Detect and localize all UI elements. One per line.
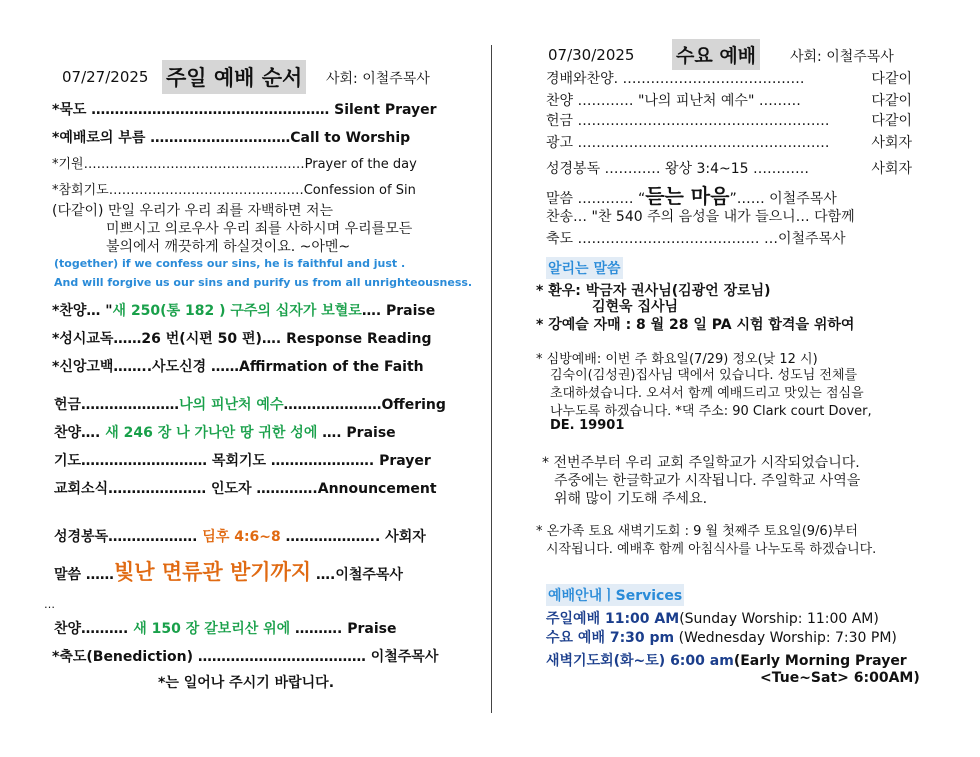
order-item-responsive-reading: *성시교독……26 번(시편 50 편)…. Response Reading xyxy=(52,331,432,347)
order-item-prayer: 기도……………………… 목회기도 …………………. Prayer xyxy=(54,453,431,469)
order-item-offering: 헌금…………………나의 피난처 예수…………………Offering xyxy=(54,397,446,413)
column-divider xyxy=(491,45,492,713)
standing-note: *는 일어나 주시기 바랍니다. xyxy=(158,675,335,691)
order-item-hymn-2: 찬양…. 새 246 장 나 가나안 땅 귀한 성에 …. Praise xyxy=(54,425,396,441)
announce-line: 위해 많이 기도해 주세요. xyxy=(554,491,708,507)
wed-item-hymn: 찬양 ………… "나의 피난처 예수" ……… 다같이 xyxy=(546,93,912,109)
wed-item-benediction: 축도 ………………………………… …이철주목사 xyxy=(546,231,846,247)
order-item-prayer-of-day: *기원……………………………………………Prayer of the day xyxy=(52,157,417,172)
order-item-confession: *참회기도………………………………………Confession of Sin xyxy=(52,183,416,198)
announce-line: 김숙이(김성권)집사님 댁에서 있습니다. 성도님 전체를 xyxy=(550,368,858,383)
service-dawn-days: <Tue~Sat> 6:00AM) xyxy=(760,670,920,686)
order-item-scripture: 성경봉독………………. 딤후 4:6~8 ……………….. 사회자 xyxy=(54,529,426,545)
confession-line-3: 불의에서 깨끗하게 하실것이요. ~아멘~ xyxy=(106,239,351,255)
announce-line: * 온가족 토요 새벽기도회 : 9 월 첫째주 토요일(9/6)부터 xyxy=(536,524,858,539)
order-item-call-to-worship: *예배로의 부름 …………………………Call to Worship xyxy=(52,130,411,146)
order-item-benediction: *축도(Benediction) ……………………………… 이철주목사 xyxy=(52,649,439,665)
announcements-title: 알리는 말씀 xyxy=(546,257,623,279)
service-wednesday: 수요 예배 7:30 pm (Wednesday Worship: 7:30 PM) xyxy=(546,630,897,646)
wednesday-title: 수요 예배 xyxy=(672,39,760,70)
order-item-creed: *신앙고백……..사도신경 ……Affirmation of the Faith xyxy=(52,359,424,375)
confession-line-1: (다같이) 만일 우리가 우리 죄를 자백하면 저는 xyxy=(52,203,334,219)
service-dawn: 새벽기도회(화~토) 6:00 am(Early Morning Prayer xyxy=(546,653,907,669)
wed-item-sermon: 말씀 ………… “듣는 마음”…… 이철주목사 xyxy=(546,184,837,208)
announce-line: 초대하셨습니다. 오셔서 함께 예배드리고 맛있는 점심을 xyxy=(550,386,864,401)
announce-line: * 심방예배: 이번 주 화요일(7/29) 정오(낮 12 시) xyxy=(536,352,818,367)
wed-item-offering: 헌금 ……………………………………………… 다같이 xyxy=(546,113,912,129)
wed-item-scripture: 성경봉독 ………… 왕상 3:4~15 ………… 사회자 xyxy=(546,161,912,177)
announce-line: DE. 19901 xyxy=(550,418,625,433)
sunday-title: 주일 예배 순서 xyxy=(162,60,306,94)
confession-line-2: 미쁘시고 의로우사 우리 죄를 사하시며 우리를모든 xyxy=(106,221,413,237)
wed-item-worship: 경배와찬양. ………………………………… 다같이 xyxy=(546,71,912,87)
announce-line: 시작됩니다. 예배후 함께 아침식사를 나누도록 하겠습니다. xyxy=(546,542,877,557)
services-title: 예배안내ㅣServices xyxy=(546,584,684,606)
order-item-announcement: 교회소식………………… 인도자 ………….Announcement xyxy=(54,481,437,497)
sunday-leader: 사회: 이철주목사 xyxy=(326,71,430,87)
announce-line: * 전번주부터 우리 교회 주일학교가 시작되었습니다. xyxy=(542,455,860,471)
announce-line: * 강예슬 자매 : 8 월 28 일 PA 시험 합격을 위하여 xyxy=(536,317,855,333)
announce-line: * 환우: 박금자 권사님(김광언 장로님) xyxy=(536,283,771,299)
announce-line: 나누도록 하겠습니다. *댁 주소: 90 Clark court Dover, xyxy=(550,404,872,419)
announce-line: 주중에는 한글학교가 시작됩니다. 주일학교 사역을 xyxy=(554,473,861,489)
announce-line: 김현욱 집사님 xyxy=(592,299,679,315)
wednesday-leader: 사회: 이철주목사 xyxy=(790,49,894,65)
wednesday-date: 07/30/2025 xyxy=(548,46,635,64)
sunday-date: 07/27/2025 xyxy=(62,68,149,86)
confession-english-2: And will forgive us our sins and purify us from all unrighteousness. xyxy=(54,276,473,289)
order-item-hymn-1: *찬양… "새 250(통 182 ) 구주의 십자가 보혈로…. Praise xyxy=(52,303,436,319)
confession-english-1: (together) if we confess our sins, he is faithful and just . xyxy=(54,257,406,270)
order-item-sermon: 말씀 ……빛난 면류관 받기까지 ….이철주목사 xyxy=(54,560,403,584)
ellipsis-mark: … xyxy=(44,598,55,611)
service-sunday: 주일예배 11:00 AM(Sunday Worship: 11:00 AM) xyxy=(546,611,879,627)
order-item-hymn-3: 찬양………. 새 150 장 갈보리산 위에 ………. Praise xyxy=(54,621,397,637)
wed-item-closing-hymn: 찬송… "찬 540 주의 음성을 내가 들으니… 다함께 xyxy=(546,209,855,225)
wed-item-announcement: 광고 ……………………………………………… 사회자 xyxy=(546,135,912,151)
order-item-silent-prayer: *묵도 …………………………………………… Silent Prayer xyxy=(52,102,437,118)
